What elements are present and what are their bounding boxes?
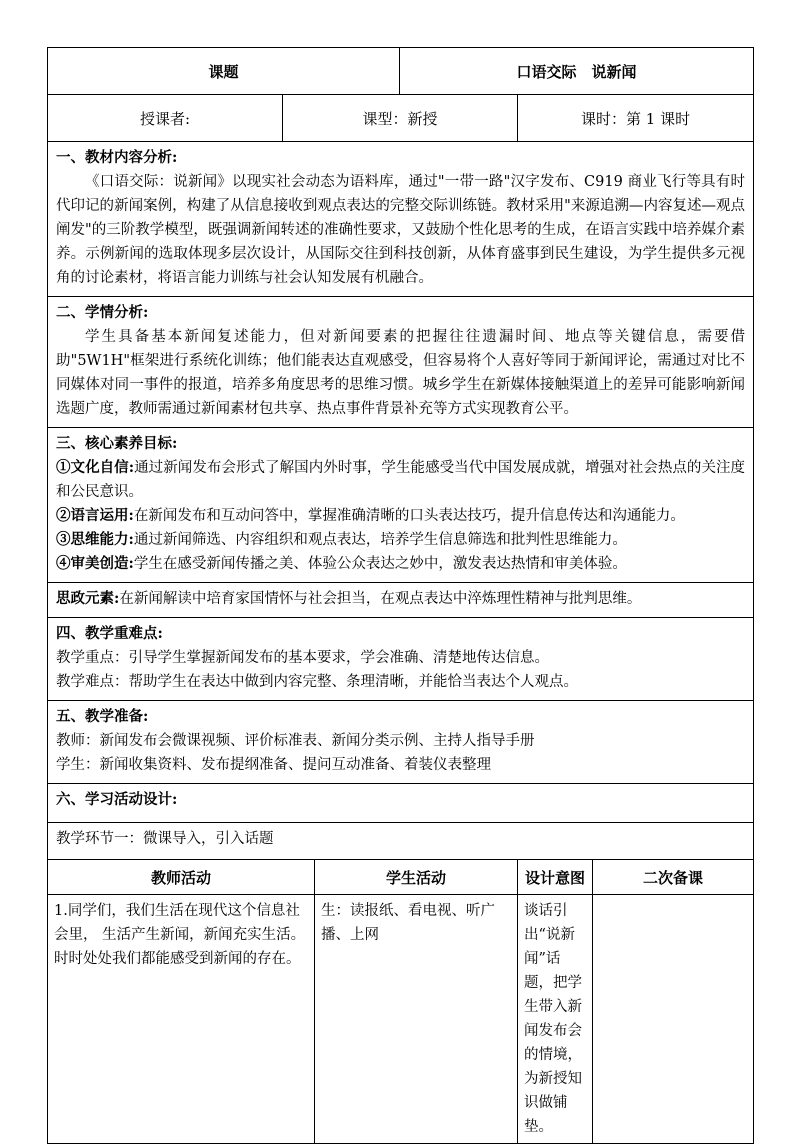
keypoints-section bbox=[48, 618, 754, 701]
goal-label: ④审美创造: bbox=[56, 555, 134, 572]
topic-value: 口语交际 说新闻 bbox=[400, 48, 754, 95]
content-analysis-text: 《口语交际：说新闻》以现实社会动态为语料库，通过"一带一路"汉字发布、C919 商业飞行等具有时代印记的新闻案例，构建了从信息接收到观点表达的完整交际训练链。教材采用"来源追溯—内容复述—观点阐发"的三阶教学模型，既强调新闻转述的准确性要求，又鼓励个性化思考的生成，在语言实践中培养媒介素养。示例新闻的选取体现多层次设计，从国际交往到科技创新，从体育盛事到民生建设，为学生提供多元视角的讨论素材，将语言能力训练与社会认知发展有机融合。 bbox=[56, 174, 746, 286]
goal-item bbox=[56, 552, 745, 576]
col-teacher-activity: 教师活动 bbox=[48, 860, 315, 895]
student-activity-cell: 生：读报纸、看电视、听广播、上网 bbox=[315, 895, 518, 1144]
second-prep-cell[interactable] bbox=[593, 895, 754, 1144]
lesson-plan-table bbox=[47, 47, 754, 1144]
teacher-label: 授课者: bbox=[48, 95, 283, 142]
core-goals-title: 三、核心素养目标: bbox=[56, 435, 178, 452]
col-second-prep: 二次备课 bbox=[593, 860, 754, 895]
goal-item bbox=[56, 528, 745, 552]
content-analysis-section bbox=[48, 142, 754, 297]
keypoints-title: 四、教学重难点: bbox=[56, 625, 163, 642]
topic-label: 课题 bbox=[48, 48, 400, 95]
student-analysis-text: 学生具备基本新闻复述能力，但对新闻要素的把握往往遗漏时间、地点等关键信息，需要借助"5W1H"框架进行系统化训练；他们能表达直观感受，但容易将个人喜好等同于新闻评论，需通过对比不同媒体对同一事件的报道，培养多角度思考的思维习惯。城乡学生在新媒体接触渠道上的差异可能影响新闻选题广度，教师需通过新闻素材包共享、热点事件背景补充等方式实现教育公平。 bbox=[56, 329, 746, 417]
design-intent-cell: 谈话引出“说新闻”话题，把学生带入新闻发布会的情境，为新授知识做铺垫。 bbox=[518, 895, 593, 1144]
activities-section bbox=[48, 784, 754, 823]
student-analysis-title: 二、学情分析: bbox=[56, 304, 149, 321]
preparation-section bbox=[48, 701, 754, 784]
lesson-hours: 课时：第 1 课时 bbox=[518, 95, 754, 142]
prep-student: 学生：新闻收集资料、发布提纲准备、提问互动准备、着装仪表整理 bbox=[56, 757, 491, 773]
ideology-text: 在新闻解读中培育家国情怀与社会担当，在观点表达中淬炼理性精神与批判思维。 bbox=[119, 591, 642, 607]
preparation-title: 五、教学准备: bbox=[56, 708, 149, 725]
goal-text: 通过新闻发布会形式了解国内外时事，学生能感受当代中国发展成就，增强对社会热点的关注度和公民意识。 bbox=[56, 460, 746, 500]
keypoint-difficulty: 教学难点：帮助学生在表达中做到内容完整、条理清晰，并能恰当表达个人观点。 bbox=[56, 674, 578, 690]
goal-label: ③思维能力: bbox=[56, 531, 134, 548]
stage-one-title: 教学环节一：微课导入，引入话题 bbox=[48, 823, 754, 860]
goal-label: ②语言运用: bbox=[56, 507, 134, 524]
core-goals-section bbox=[48, 428, 754, 583]
lesson-type: 课型：新授 bbox=[283, 95, 518, 142]
goal-item bbox=[56, 504, 745, 528]
col-student-activity: 学生活动 bbox=[315, 860, 518, 895]
ideology-section bbox=[48, 583, 754, 618]
student-analysis-section bbox=[48, 297, 754, 428]
content-analysis-title: 一、教材内容分析: bbox=[56, 149, 178, 166]
keypoint-focus: 教学重点：引导学生掌握新闻发布的基本要求，学会准确、清楚地传达信息。 bbox=[56, 650, 549, 666]
goal-text: 通过新闻筛选、内容组织和观点表达，培养学生信息筛选和批判性思维能力。 bbox=[133, 532, 627, 548]
lesson-plan-page bbox=[47, 47, 753, 1144]
goal-label: ①文化自信: bbox=[56, 459, 135, 476]
goal-item bbox=[56, 456, 745, 504]
ideology-label: 思政元素: bbox=[56, 590, 120, 607]
ideology-line bbox=[56, 587, 745, 611]
teacher-activity-cell: 1.同学们，我们生活在现代这个信息社会里， 生活产生新闻，新闻充实生活。时时处处我们都能感受到新闻的存在。 bbox=[48, 895, 315, 1144]
col-design-intent bbox=[518, 860, 593, 895]
col-design-intent-label: 设计意图 bbox=[525, 868, 586, 887]
goal-text: 学生在感受新闻传播之美、体验公众表达之妙中，激发表达热情和审美体验。 bbox=[133, 556, 627, 572]
goal-text: 在新闻发布和互动问答中，掌握准确清晰的口头表达技巧，提升信息传达和沟通能力。 bbox=[133, 508, 685, 524]
prep-teacher: 教师：新闻发布会微课视频、评价标准表、新闻分类示例、主持人指导手册 bbox=[56, 733, 535, 749]
activities-title: 六、学习活动设计: bbox=[56, 791, 178, 808]
